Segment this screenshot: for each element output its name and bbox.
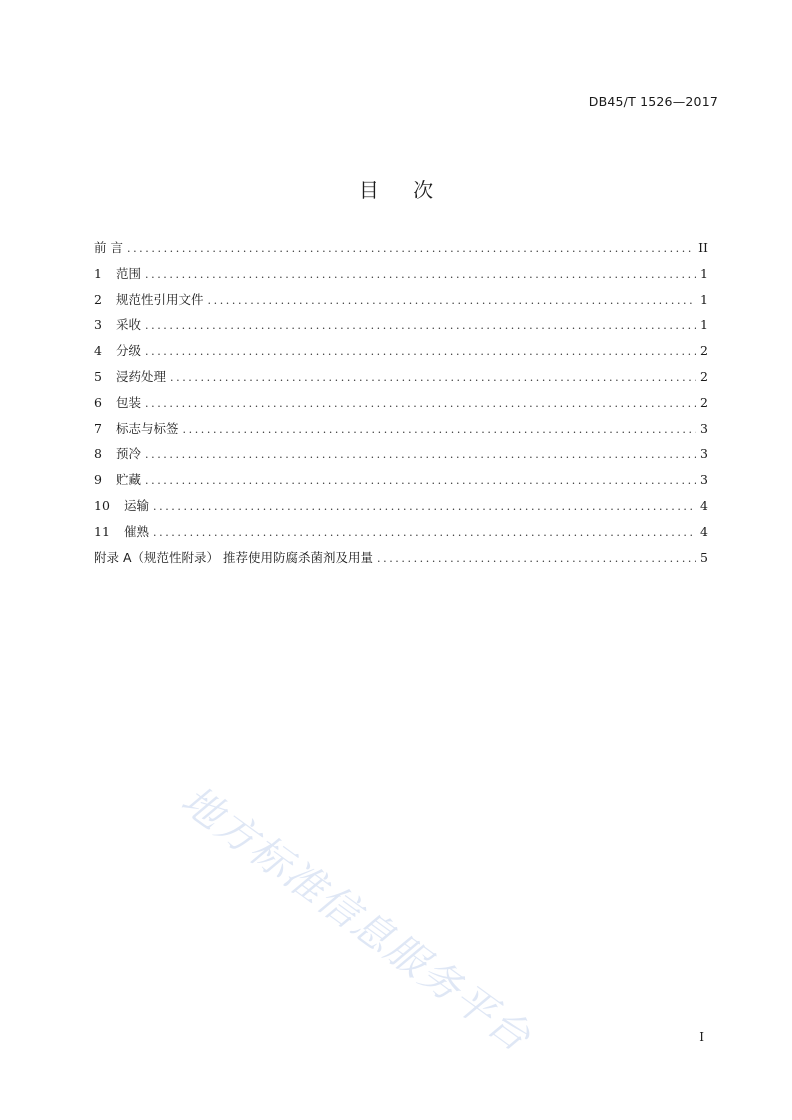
toc-entry-appendix-a[interactable]: [94, 548, 708, 574]
toc-number: 5: [94, 368, 102, 384]
toc-leader: [145, 319, 696, 332]
toc-page: 4: [700, 497, 708, 513]
toc-entry-5[interactable]: [94, 367, 708, 393]
toc-number: 9: [94, 472, 102, 488]
toc-number: 1: [94, 265, 102, 281]
toc-label: 标志与标签: [116, 420, 179, 436]
toc-page: 2: [700, 343, 708, 359]
toc-page: II: [698, 240, 708, 255]
toc-entry-7[interactable]: [94, 419, 708, 445]
toc-label: 催熟: [124, 523, 150, 539]
toc-page: 3: [700, 446, 708, 462]
toc-entry-11[interactable]: [94, 522, 708, 548]
toc-leader: [145, 345, 696, 358]
toc-page: 1: [700, 317, 708, 333]
toc-leader: [127, 242, 694, 255]
toc-label: 分级: [116, 343, 142, 359]
toc-number: 3: [94, 317, 102, 333]
toc-entry-6[interactable]: [94, 393, 708, 419]
toc-entry-2[interactable]: [94, 290, 708, 316]
toc-entry-4[interactable]: [94, 341, 708, 367]
toc-leader: [145, 268, 696, 281]
standard-code: DB45/T 1526—2017: [588, 94, 718, 109]
toc-number: 11: [94, 523, 110, 539]
toc-page: 2: [700, 394, 708, 410]
toc-label: 预冷: [116, 446, 142, 462]
toc-page: 4: [700, 523, 708, 539]
toc-number: 2: [94, 291, 102, 307]
toc-number: 8: [94, 446, 102, 462]
toc-leader: [145, 474, 696, 487]
toc-entry-foreword[interactable]: [94, 238, 708, 264]
page-title: 目 次: [358, 178, 448, 202]
toc-leader: [170, 371, 696, 384]
toc-page: 3: [700, 472, 708, 488]
toc-leader: [208, 294, 696, 307]
toc-leader: [153, 500, 696, 513]
toc-page: 1: [700, 265, 708, 281]
toc-page: 5: [700, 549, 708, 565]
toc-entry-10[interactable]: [94, 496, 708, 522]
toc-label: 浸药处理: [116, 368, 167, 384]
toc-leader: [145, 448, 696, 461]
toc-entry-1[interactable]: [94, 264, 708, 290]
toc-number: 7: [94, 420, 102, 436]
toc-entry-3[interactable]: [94, 315, 708, 341]
toc-label: 附录 A（规范性附录） 推荐使用防腐杀菌剂及用量: [94, 549, 373, 565]
page-number: I: [699, 1030, 704, 1044]
toc-label: 包装: [116, 394, 142, 410]
toc-page: 1: [700, 291, 708, 307]
toc-leader: [153, 526, 696, 539]
toc-label: 贮藏: [116, 472, 142, 488]
toc-leader: [145, 397, 696, 410]
toc-leader: [377, 552, 696, 565]
toc-entry-8[interactable]: [94, 444, 708, 470]
toc-number: 10: [94, 497, 110, 513]
toc-label: 规范性引用文件: [116, 291, 204, 307]
toc-label: 采收: [116, 317, 142, 333]
toc-number: 4: [94, 343, 102, 359]
watermark: 地方标准信息服务平台: [172, 777, 540, 1062]
toc-number: 6: [94, 394, 102, 410]
toc-entry-9[interactable]: [94, 470, 708, 496]
toc-page: 2: [700, 368, 708, 384]
toc-leader: [183, 423, 696, 436]
toc-label: 范围: [116, 265, 142, 281]
toc-label: 前 言: [94, 240, 123, 255]
table-of-contents: [94, 238, 708, 573]
toc-label: 运输: [124, 497, 150, 513]
toc-page: 3: [700, 420, 708, 436]
